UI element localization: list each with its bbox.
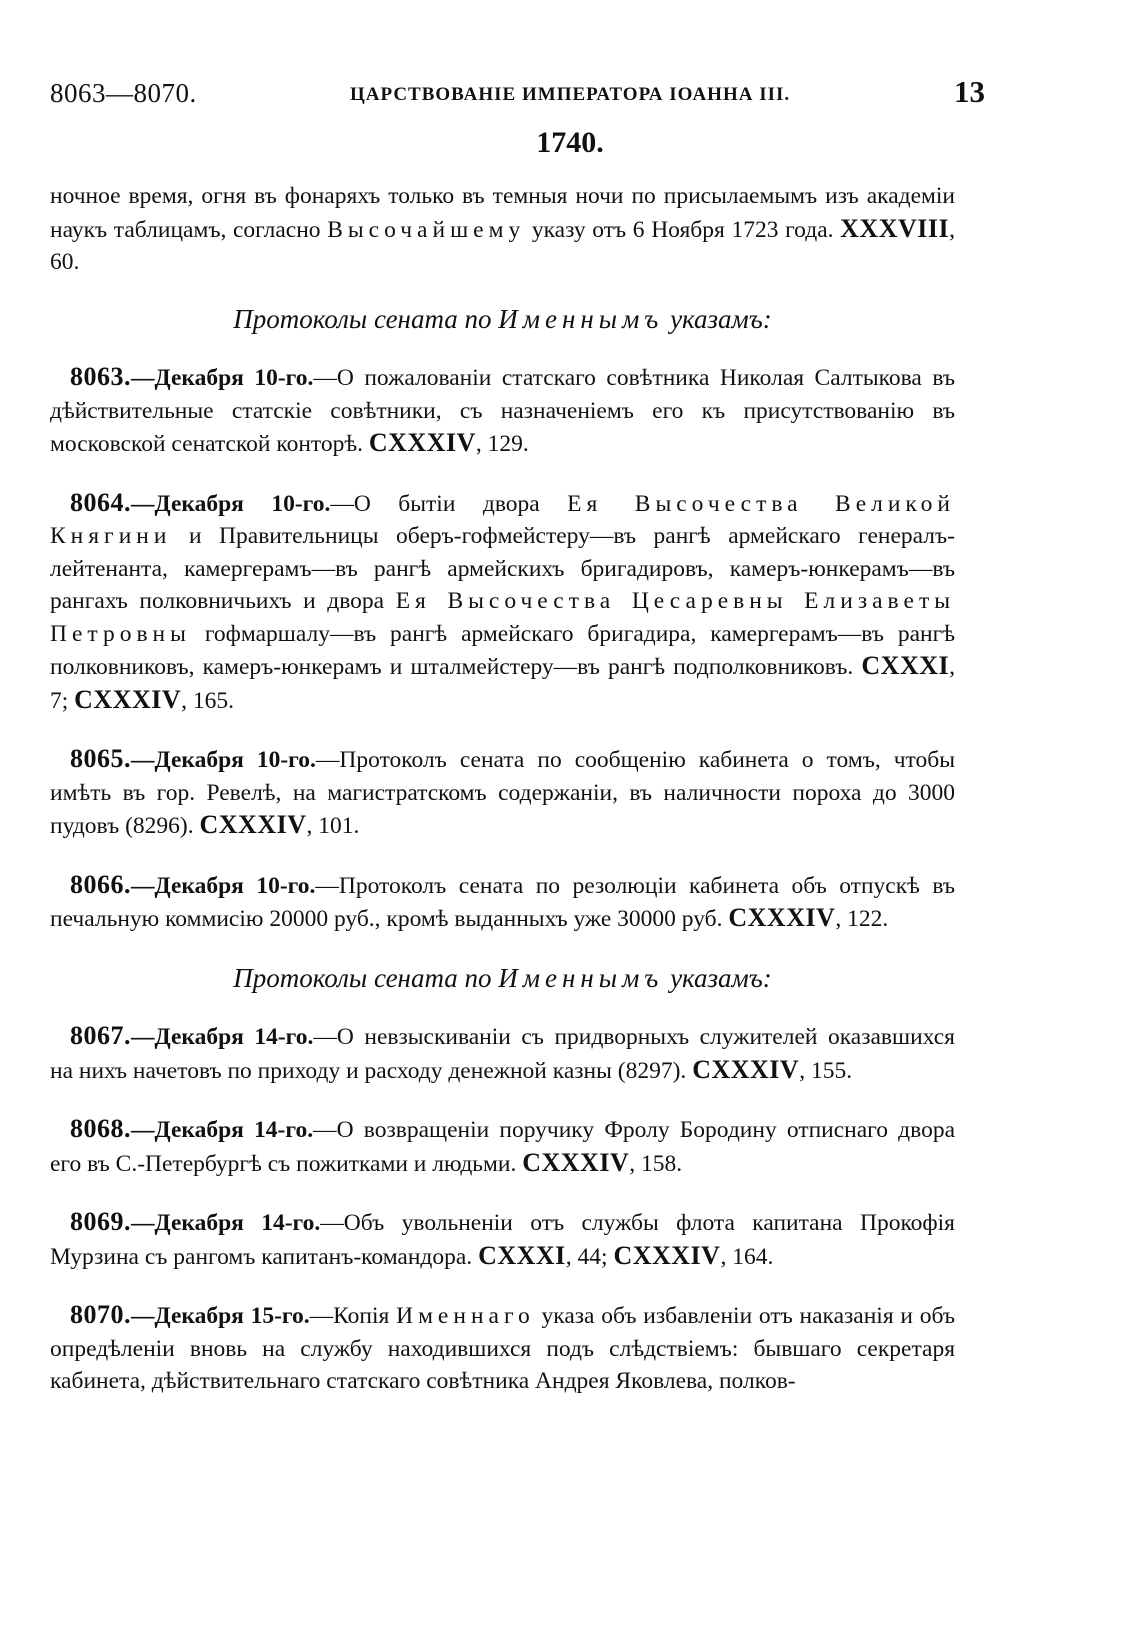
entry-text: указа объ избавленіи отъ наказанія и объ опредѣленіи вновь на службу находившихся подъ слѣдствіемъ: бывшаго секретаря кабинета, дѣйствительнаго статскаго совѣтника Андрея Яковлева, полков- <box>50 1303 956 1394</box>
intro-page-ref: , 60. <box>50 216 955 275</box>
volume-ref: CXXXI <box>478 1240 566 1270</box>
volume-ref: CXXXIV <box>74 684 182 714</box>
entry-range: 8063—8070. <box>50 78 197 108</box>
running-title: ЦАРСТВОВАНІЕ ИМПЕРАТОРА ІОАННА III. <box>350 84 791 105</box>
entry-date: —Декабря 15-го. <box>131 1303 310 1329</box>
running-header <box>50 72 985 116</box>
text-body <box>50 180 955 1424</box>
entry-8068 <box>50 1113 955 1180</box>
page-number: 13 <box>954 74 985 109</box>
entry-8069 <box>50 1206 955 1273</box>
entry-date: —Декабря 10-го. <box>131 365 314 391</box>
page-ref: , 129. <box>475 431 529 457</box>
entry-text: —Протоколъ сената по сообщенію кабинета о томъ, чтобы имѣть въ гор. Ревелѣ, на магистратскомъ содержаніи, въ наличности пороха до 3000 пудовъ (8296). <box>50 747 955 839</box>
entry-date: —Декабря 10-го. <box>131 747 316 773</box>
entry-number: 8063. <box>70 362 131 391</box>
page-ref: , 155. <box>799 1057 853 1084</box>
entry-text: гофмаршалу—въ рангѣ армейскаго бригадира, камергерамъ—въ рангѣ полковниковъ, камеръ-юнкерамъ и шталмейстеру—въ рангѣ подполковниковъ. <box>50 620 955 680</box>
page-ref: , 101. <box>306 813 360 839</box>
volume-ref: CXXXIV <box>199 810 307 839</box>
entry-text: —Протоколъ сената по резолюціи кабинета объ отпускѣ въ печальную коммисію 20000 руб., кромѣ выданныхъ уже 30000 руб. <box>50 872 956 932</box>
spaced-title: Ея Высочества Великой Княгини <box>50 490 955 549</box>
entry-number: 8068. <box>70 1114 131 1143</box>
entry-8067 <box>50 1020 955 1087</box>
page-ref: , 7; <box>50 654 955 714</box>
volume-ref: CXXXI <box>861 651 950 680</box>
entry-text: —Копія <box>309 1303 397 1329</box>
entry-number: 8064. <box>70 487 131 517</box>
entry-text: —О бытіи двора <box>330 490 568 517</box>
entry-text: —Объ увольненіи отъ службы флота капитана Прокофія Мурзина съ рангомъ капитанъ-командора. <box>50 1210 955 1270</box>
entry-date: —Декабря 14-го. <box>131 1024 314 1050</box>
volume-ref: CXXXIV <box>613 1240 721 1270</box>
entry-date: —Декабря 14-го. <box>131 1117 314 1143</box>
spaced-title: Ея Высочества Цесаревны Елизаветы Петровны <box>50 588 956 647</box>
entry-number: 8069. <box>70 1207 131 1236</box>
entry-date: —Декабря 10-го. <box>131 872 316 899</box>
page-ref: , 164. <box>720 1243 774 1270</box>
entry-8070 <box>50 1299 955 1398</box>
entry-number: 8066. <box>70 869 131 899</box>
entry-text: —О невзыскиваніи съ придворныхъ служителей оказавшихся на нихъ начетовъ по приходу и расходу денежной казны (8297). <box>50 1024 955 1084</box>
continuation-paragraph <box>50 180 955 279</box>
intro-text-2: указу отъ 6 Ноября 1723 года. <box>525 216 841 243</box>
entry-date: —Декабря 14-го. <box>131 1210 321 1236</box>
volume-ref: CXXXIV <box>728 903 836 932</box>
intro-text-1: ночное время, огня въ фонаряхъ только въ темныя ночи по присылаемымъ изъ академіи наукъ таблицамъ, согласно <box>50 183 955 243</box>
intro-volume-ref: XXXVIII <box>840 213 950 243</box>
entry-number: 8070. <box>70 1300 131 1329</box>
entry-date: —Декабря 10-го. <box>131 490 331 517</box>
section-heading-2: Протоколы сената по Именнымъ указамъ: <box>233 962 772 993</box>
entry-number: 8065. <box>70 744 131 773</box>
entry-text: —О пожалованіи статскаго совѣтника Николая Салтыкова въ дѣйствительные статскіе совѣтники, съ назначеніемъ его къ присутствованію въ московской сенатской конторѣ. <box>50 365 955 457</box>
entry-8063 <box>50 361 955 461</box>
volume-ref: CXXXIV <box>692 1054 800 1084</box>
page-ref: , 158. <box>629 1150 683 1177</box>
entry-text: и Правительницы оберъ-гофмейстеру—въ рангѣ армейскаго генералъ-лейтенанта, камергерамъ—въ рангѣ армейскихъ бригадировъ, камеръ-юнкерамъ—въ рангахъ полковничьихъ и двора <box>50 523 955 614</box>
volume-ref: CXXXIV <box>522 1147 630 1177</box>
entry-8065 <box>50 743 955 843</box>
year-heading: 1740. <box>536 126 604 159</box>
spaced-title: Именнаго <box>396 1303 535 1329</box>
entry-text: —О возвращеніи поручику Фролу Бородину отписнаго двора его въ С.-Петербургѣ съ пожитками и людьми. <box>50 1117 955 1177</box>
entry-number: 8067. <box>70 1021 131 1050</box>
page-ref: , 44; <box>565 1243 614 1270</box>
intro-spaced: Высочайшему <box>327 216 526 243</box>
page-ref: , 165. <box>181 687 235 714</box>
section-heading-1: Протоколы сената по Именнымъ указамъ: <box>233 303 772 334</box>
page-ref: , 122. <box>835 906 889 932</box>
entry-8064 <box>50 487 955 718</box>
entry-8066 <box>50 869 955 936</box>
volume-ref: CXXXIV <box>368 428 476 457</box>
